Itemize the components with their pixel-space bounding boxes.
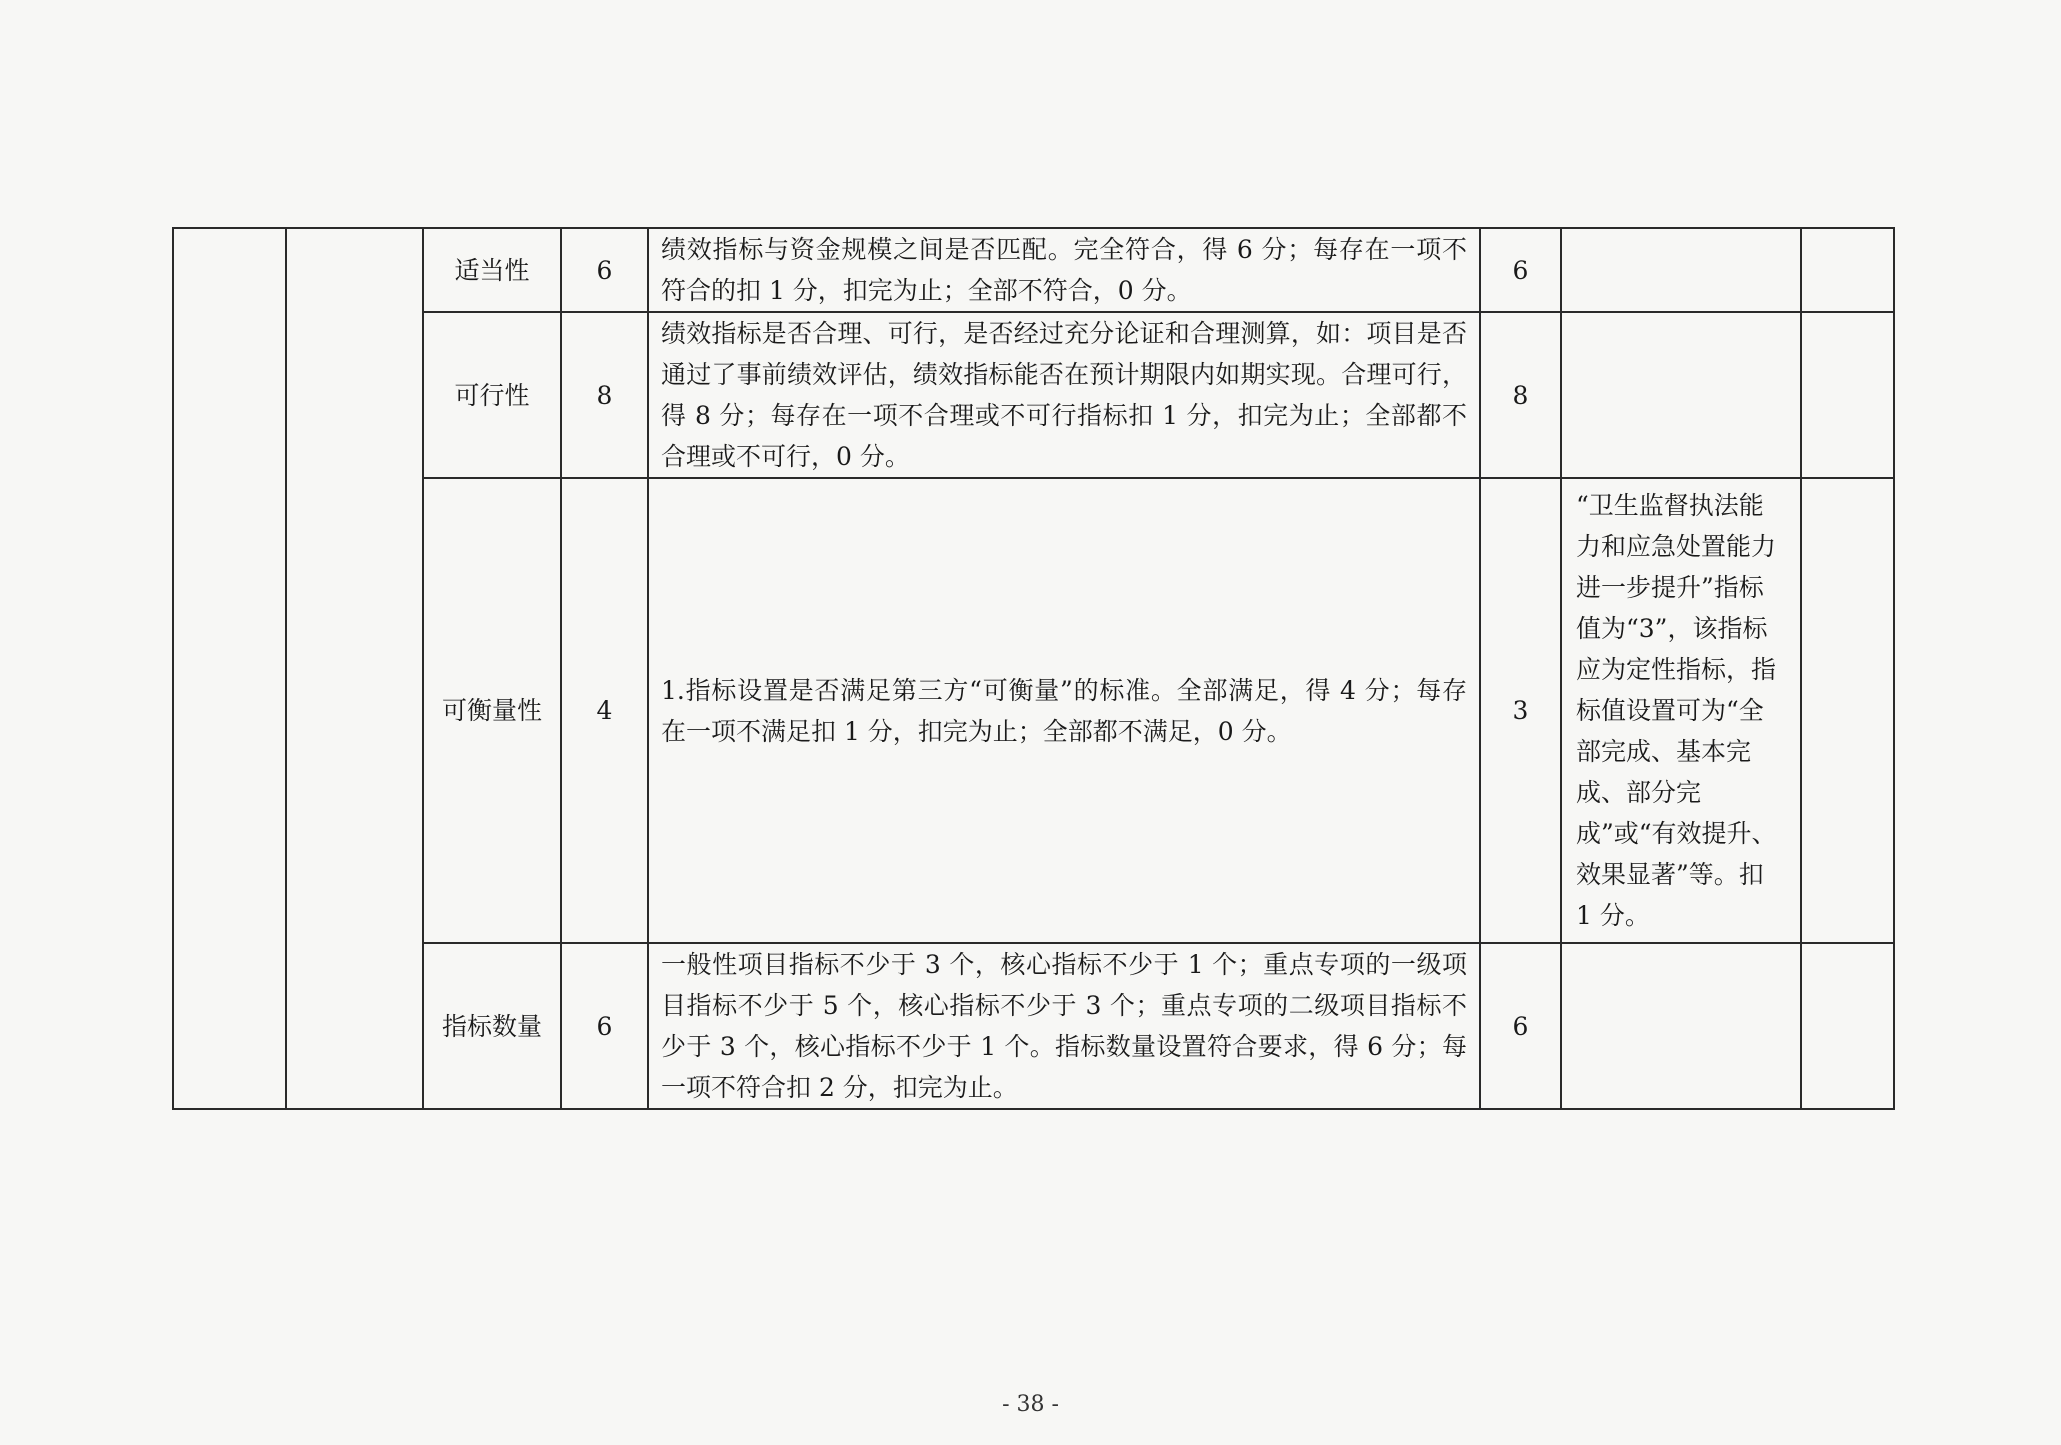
level2-indicator-cell bbox=[286, 228, 423, 1109]
table-row bbox=[173, 943, 1894, 1109]
score: 3 bbox=[1480, 478, 1561, 943]
deduction-note bbox=[1561, 312, 1801, 478]
deduction-note: “卫生监督执法能力和应急处置能力进一步提升”指标值为“3”，该指标应为定性指标，指标值设置可为“全部完成、基本完成、部分完成”或“有效提升、效果显著”等。扣 1 分。 bbox=[1561, 478, 1801, 943]
remark-cell bbox=[1801, 312, 1894, 478]
criteria-text: 一般性项目指标不少于 3 个，核心指标不少于 1 个；重点专项的一级项目指标不少于 5 个，核心指标不少于 3 个；重点专项的二级项目指标不少于 3 个，核心指标不少于 1 个。指标数量设置符合要求，得 6 分；每一项不符合扣 2 分，扣完为止。 bbox=[648, 943, 1480, 1109]
indicator-name: 可衡量性 bbox=[423, 478, 561, 943]
max-score: 6 bbox=[561, 943, 648, 1109]
indicator-name: 指标数量 bbox=[423, 943, 561, 1109]
remark-cell bbox=[1801, 228, 1894, 312]
score: 6 bbox=[1480, 943, 1561, 1109]
criteria-text: 绩效指标与资金规模之间是否匹配。完全符合，得 6 分；每存在一项不符合的扣 1 分，扣完为止；全部不符合，0 分。 bbox=[648, 228, 1480, 312]
level1-indicator-cell bbox=[173, 228, 286, 1109]
page-number: - 38 - bbox=[1002, 1392, 1059, 1417]
score: 8 bbox=[1480, 312, 1561, 478]
deduction-note bbox=[1561, 943, 1801, 1109]
deduction-note bbox=[1561, 228, 1801, 312]
indicator-name: 适当性 bbox=[423, 228, 561, 312]
max-score: 4 bbox=[561, 478, 648, 943]
indicator-name: 可行性 bbox=[423, 312, 561, 478]
score: 6 bbox=[1480, 228, 1561, 312]
max-score: 6 bbox=[561, 228, 648, 312]
table-row bbox=[173, 312, 1894, 478]
remark-cell bbox=[1801, 478, 1894, 943]
table-row bbox=[173, 228, 1894, 312]
evaluation-table bbox=[172, 227, 1895, 1110]
table-row bbox=[173, 478, 1894, 943]
max-score: 8 bbox=[561, 312, 648, 478]
remark-cell bbox=[1801, 943, 1894, 1109]
criteria-text: 1.指标设置是否满足第三方“可衡量”的标准。全部满足，得 4 分；每存在一项不满足扣 1 分，扣完为止；全部都不满足，0 分。 bbox=[648, 478, 1480, 943]
criteria-text: 绩效指标是否合理、可行，是否经过充分论证和合理测算，如：项目是否通过了事前绩效评估，绩效指标能否在预计期限内如期实现。合理可行，得 8 分；每存在一项不合理或不可行指标扣 1 分，扣完为止；全部都不合理或不可行，0 分。 bbox=[648, 312, 1480, 478]
